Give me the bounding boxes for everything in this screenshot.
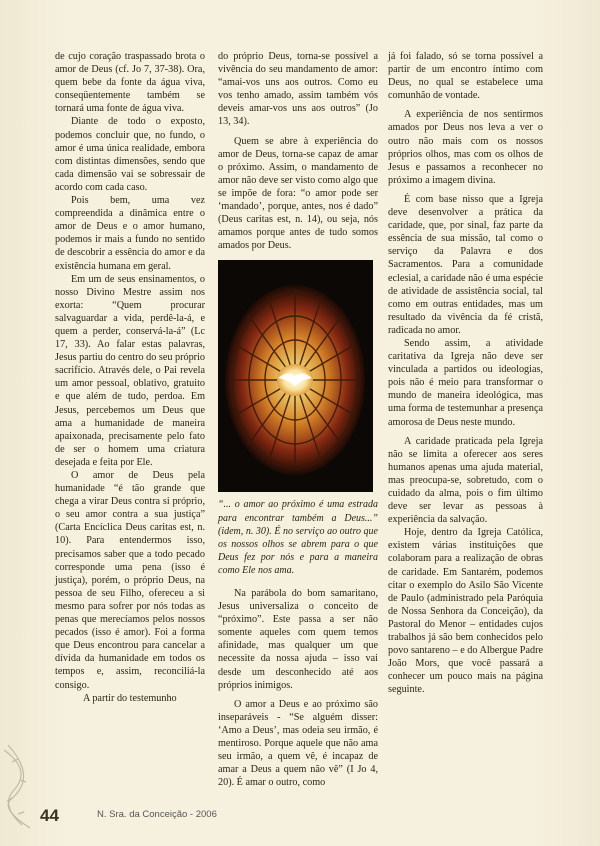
paragraph: já foi falado, só se torna possível a partir de um encontro íntimo com Deus, no qual se estabelece uma comunhão de vontade.	[388, 51, 543, 102]
holy-spirit-window-image	[218, 260, 373, 492]
paragraph: O amor a Deus e ao próximo são inseparáveis - “Se alguém disser: ‘Amo a Deus’, mas odeia seu irmão, é mentiroso. Porque aquele que não ama seu irmão, a quem vê, é incapaz de amar a Deus a quem não vê” (I Jo 4, 20). É amar o outro, como	[218, 698, 378, 789]
column-left	[55, 50, 205, 705]
column-right	[388, 50, 543, 697]
paragraph: de cujo coração traspassado brota o amor de Deus (cf. Jo 7, 37-38). Ora, quem bebe da fonte da água viva, conseqüentemente também se tornará uma fonte de água viva.	[55, 51, 205, 115]
paragraph: Sendo assim, a atividade caritativa da Igreja não deve ser vinculada a partidos ou ideologias, pois não é meio para transformar o mundo de maneira ideológica, mas uma forma de testemunhar a presença amorosa de Deus neste mundo.	[388, 337, 543, 428]
paragraph: A experiência de nos sentirmos amados por Deus nos leva a ver o outro não mais com os nossos próprios olhos, mas com os olhos de Jesus e passamos a reconhecer no próximo a imagem divina.	[388, 109, 543, 186]
paragraph: A partir do testemunho	[83, 692, 177, 704]
paragraph: Na parábola do bom samaritano, Jesus universaliza o conceito de “próximo”. Este passa a ser não somente aqueles com quem temos afinidade, mas qualquer um que necessite da nossa ajuda – isso vai desde um desconhecido até aos próprios inimigos.	[218, 587, 378, 691]
paragraph: A caridade praticada pela Igreja não se limita a oferecer aos seres humanos apenas uma ajuda material, mas preocupa-se, sobretudo, com o cuidado da alma, pois o fim último deve ser levar as pessoas à experiência da salvação.	[388, 435, 543, 526]
paragraph: do próprio Deus, torna-se possível a vivência do seu mandamento de amor: “amai-vos uns aos outros. Como eu vos tenho amado, assim também vós deveis amar-vos uns aos outros” (Jo 13, 34).	[218, 51, 378, 128]
footer-publication: N. Sra. da Conceição - 2006	[97, 809, 217, 820]
paragraph: Quem se abre à experiência do amor de Deus, torna-se capaz de amar o próximo. Assim, o mandamento de amor não deve ser visto como algo que se impõe de fora: “o amor pode ser ‘mandado’, porque, antes, nos é dado” (Deus caritas est, n. 14), ou seja, nós amamos porque antes de tudo somos amados por Deus.	[218, 135, 378, 252]
paragraph: Pois bem, uma vez compreendida a dinâmica entre o amor de Deus e o amor humano, podemos ir mais a fundo no sentido de descobrir a essência do amor e da existência humana em geral.	[55, 195, 205, 272]
stained-glass-photo	[218, 260, 373, 492]
column-middle	[218, 50, 378, 789]
paragraph: Em um de seus ensinamentos, o nosso Divino Mestre assim nos exorta: “Quem procurar salvaguardar a vida, perdê-la-á, e quem a perder, conservá-la-á” (Lc 17, 33). Ao falar estas palavras, Jesus partiu do centro do seu próprio sacrifício. Através dele, o Pai revela um amor pessoal, oblativo, gratuito e que além de tudo, perdoa. Em Jesus, percebemos um Deus que ama a humanidade de maneira apaixonada, precisamente pelo fato de ser o homem uma criatura desejada e feita por Ele.	[55, 273, 205, 468]
page-number: 44	[40, 806, 59, 825]
crown-of-thorns-ornament-icon	[2, 740, 42, 830]
paragraph: Diante de todo o exposto, podemos concluir que, no fundo, o amor é uma única realidade, embora com distintas dimensões, sendo que cada dimensão vai se sobressair de acordo com cada caso.	[55, 116, 205, 193]
paragraph: O amor de Deus pela humanidade “é tão grande que chega a virar Deus contra si próprio, o seu amor contra a sua justiça” (Carta Encíclica Deus caritas est, n. 10). Para entendermos isso, precisamos saber que a todo pecado corresponde uma pena (isso é justiça), porém, o próprio Deus, na pessoa de seu Filho, ofereceu a si mesmo para sofrer por nós todas as penas que merecíamos pelos nossos pecados (isso é amor). Foi a forma que Deus encontrou para cancelar a dívida da humanidade em todos os tempos e, assim, reconciliá-la consigo.	[55, 470, 205, 691]
paragraph: É com base nisso que a Igreja deve desenvolver a prática da caridade, que, por sinal, faz parte da essência de sua missão, tal como o serviço da Palavra e dos Sacramentos. Para a comunidade eclesial, a caridade não é uma espécie de atividade de assistência social, tal como em outras entidades, mas um resultado da vivência da fé cristã, radicada no amor.	[388, 193, 543, 336]
paragraph: Hoje, dentro da Igreja Católica, existem várias instituições que colaboram para a realização de obras de caridade. Em Santarém, podemos citar o exemplo do Asilo São Vicente de Paulo (administrado pela Paróquia de Nossa Senhora da Conceição), da Pastoral do Menor – entidades cujos trabalhos já são bem conhecidos pelo povo santareno – e do Albergue Padre João Mors, que você passará a conhecer um pouco mais na página seguinte.	[388, 527, 543, 696]
photo-caption: “... o amor ao próximo é uma estrada para encontrar também a Deus...” (idem, n. 30). É no serviço ao outro que os nossos olhos se abrem para o que Deus fez por nós e para a maneira como Ele nos ama.	[218, 499, 378, 576]
